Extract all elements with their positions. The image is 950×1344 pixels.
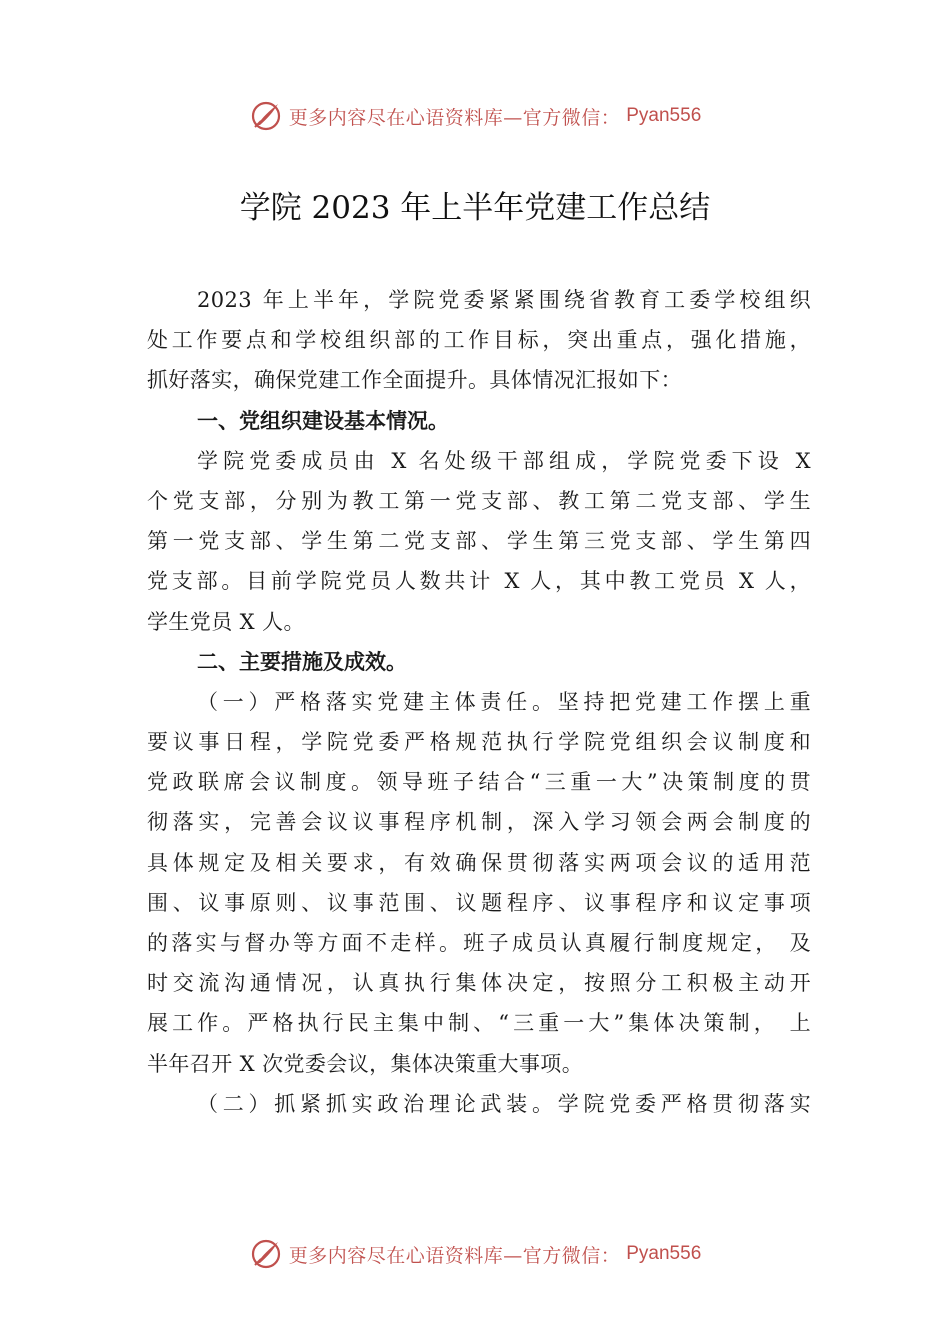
- text-line: 彻落实，完善会议议事程序机制，深入学习领会两会制度的: [147, 810, 811, 835]
- text-line: 抓好落实，确保党建工作全面提升。具体情况汇报如下：: [147, 368, 682, 393]
- subsection2-paragraph: [147, 1084, 811, 1124]
- text-line: 要议事日程，学院党委严格规范执行学院党组织会议制度和: [147, 730, 811, 755]
- text-line: 处工作要点和学校组织部的工作目标，突出重点，强化措施，: [147, 328, 811, 353]
- page-title: 学院 2023 年上半年党建工作总结: [239, 190, 711, 226]
- document-body: [147, 280, 811, 1124]
- intro-paragraph: [147, 280, 811, 401]
- watermark-text: 更多内容尽在心语资料库—官方微信：: [288, 106, 621, 129]
- text-line: 学院党委成员由 X 名处级干部组成，学院党委下设 X: [197, 448, 811, 473]
- section1-paragraph: [147, 441, 811, 642]
- quill-logo-icon: [249, 99, 283, 133]
- text-line: 学生党员 X 人。: [147, 609, 305, 634]
- watermark-text: 更多内容尽在心语资料库—官方微信：: [288, 1244, 621, 1267]
- text-line: 党政联席会议制度。领导班子结合“三重一大”决策制度的贯: [147, 770, 811, 795]
- section-heading-2: 二、主要措施及成效。: [197, 649, 407, 674]
- text-line: 时交流沟通情况，认真执行集体决定，按照分工积极主动开: [147, 971, 811, 996]
- section-heading-1: 一、党组织建设基本情况。: [197, 408, 449, 433]
- watermark-wechat-handle: Pyan556: [626, 105, 702, 126]
- text-line: （一）严格落实党建主体责任。坚持把党建工作摆上重: [197, 689, 811, 714]
- subsection1-paragraph: [147, 682, 811, 1084]
- text-line: 第一党支部、学生第二党支部、学生第三党支部、学生第四: [147, 529, 811, 554]
- watermark-banner-bottom: [0, 1234, 950, 1274]
- text-line: （二）抓紧抓实政治理论武装。学院党委严格贯彻落实: [197, 1091, 811, 1116]
- text-line: 的落实与督办等方面不走样。班子成员认真履行制度规定， 及: [147, 931, 811, 956]
- text-line: 党支部。目前学院党员人数共计 X 人，其中教工党员 X 人，: [147, 569, 811, 594]
- text-line: 个党支部，分别为教工第一党支部、教工第二党支部、学生: [147, 488, 811, 513]
- watermark-wechat-handle: Pyan556: [626, 1243, 702, 1264]
- text-line: 围、议事原则、议事范围、议题程序、议事程序和议定事项: [147, 890, 811, 915]
- text-line: 具体规定及相关要求，有效确保贯彻落实两项会议的适用范: [147, 850, 811, 875]
- text-line: 展工作。严格执行民主集中制、“三重一大”集体决策制， 上: [147, 1011, 811, 1036]
- quill-logo-icon: [249, 1237, 283, 1271]
- text-line: 2023 年上半年，学院党委紧紧围绕省教育工委学校组织: [197, 288, 811, 312]
- watermark-banner-top: [0, 96, 950, 136]
- text-line: 半年召开 X 次党委会议，集体决策重大事项。: [147, 1051, 584, 1076]
